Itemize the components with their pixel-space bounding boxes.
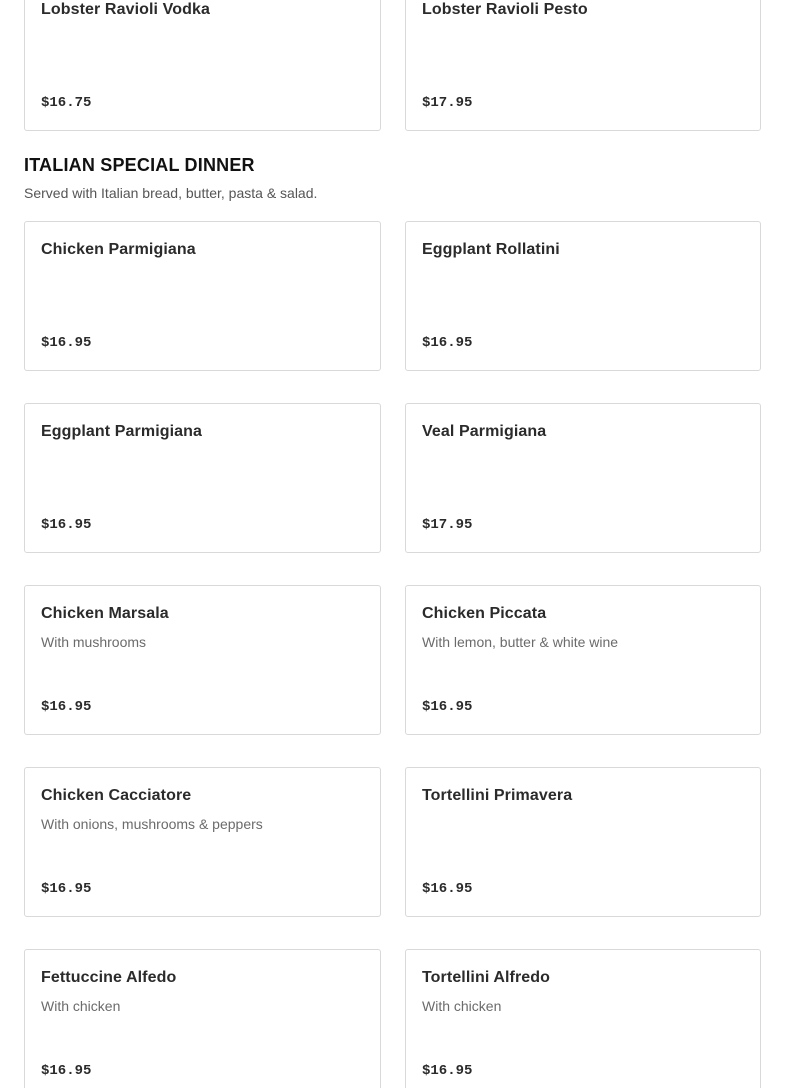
menu-item-price: $16.95 xyxy=(41,699,92,715)
menu-item-price: $17.95 xyxy=(422,95,473,111)
menu-item-description: With onions, mushrooms & peppers xyxy=(41,816,263,832)
menu-item-name: Fettuccine Alfedo xyxy=(41,969,177,986)
menu-item-card[interactable] xyxy=(24,949,381,1088)
menu-item-name: Tortellini Primavera xyxy=(422,787,573,804)
menu-item-price: $17.95 xyxy=(422,517,473,533)
menu-item-name: Chicken Parmigiana xyxy=(41,241,196,258)
menu-item-card[interactable] xyxy=(405,585,761,735)
menu-item-price: $16.95 xyxy=(41,517,92,533)
menu-item-price: $16.95 xyxy=(422,1063,473,1079)
section-subtitle: Served with Italian bread, butter, pasta & salad. xyxy=(24,185,318,201)
menu-item-card[interactable] xyxy=(24,767,381,917)
menu-item-name: Eggplant Parmigiana xyxy=(41,423,203,440)
menu-item-card[interactable] xyxy=(24,403,381,553)
menu-grid-previous-section xyxy=(24,0,761,131)
menu-item-name: Lobster Ravioli Vodka xyxy=(41,1,210,18)
menu-item-card[interactable] xyxy=(24,0,381,131)
menu-item-name: Eggplant Rollatini xyxy=(422,241,560,258)
menu-item-price: $16.95 xyxy=(41,881,92,897)
menu-item-name: Tortellini Alfredo xyxy=(422,969,551,986)
menu-item-description: With chicken xyxy=(41,998,121,1014)
menu-item-name: Veal Parmigiana xyxy=(422,423,547,440)
menu-item-price: $16.95 xyxy=(41,335,92,351)
menu-item-card[interactable] xyxy=(405,0,761,131)
menu-item-price: $16.95 xyxy=(422,699,473,715)
menu-item-name: Lobster Ravioli Pesto xyxy=(422,1,588,18)
menu-item-card[interactable] xyxy=(405,403,761,553)
menu-item-price: $16.95 xyxy=(422,335,473,351)
menu-item-card[interactable] xyxy=(405,767,761,917)
menu-item-price: $16.75 xyxy=(41,95,92,111)
menu-item-description: With chicken xyxy=(422,998,502,1014)
menu-item-description: With lemon, butter & white wine xyxy=(422,634,619,650)
menu-item-card[interactable] xyxy=(24,221,381,371)
menu-item-name: Chicken Piccata xyxy=(422,605,547,622)
section-title: ITALIAN SPECIAL DINNER xyxy=(24,155,255,175)
menu-grid-italian-special-dinner xyxy=(24,221,761,1088)
menu-item-card[interactable] xyxy=(405,221,761,371)
menu-item-name: Chicken Marsala xyxy=(41,605,169,622)
menu-item-card[interactable] xyxy=(24,585,381,735)
menu-item-price: $16.95 xyxy=(41,1063,92,1079)
menu-item-name: Chicken Cacciatore xyxy=(41,787,192,804)
menu-item-price: $16.95 xyxy=(422,881,473,897)
menu-item-description: With mushrooms xyxy=(41,634,147,650)
menu-item-card[interactable] xyxy=(405,949,761,1088)
